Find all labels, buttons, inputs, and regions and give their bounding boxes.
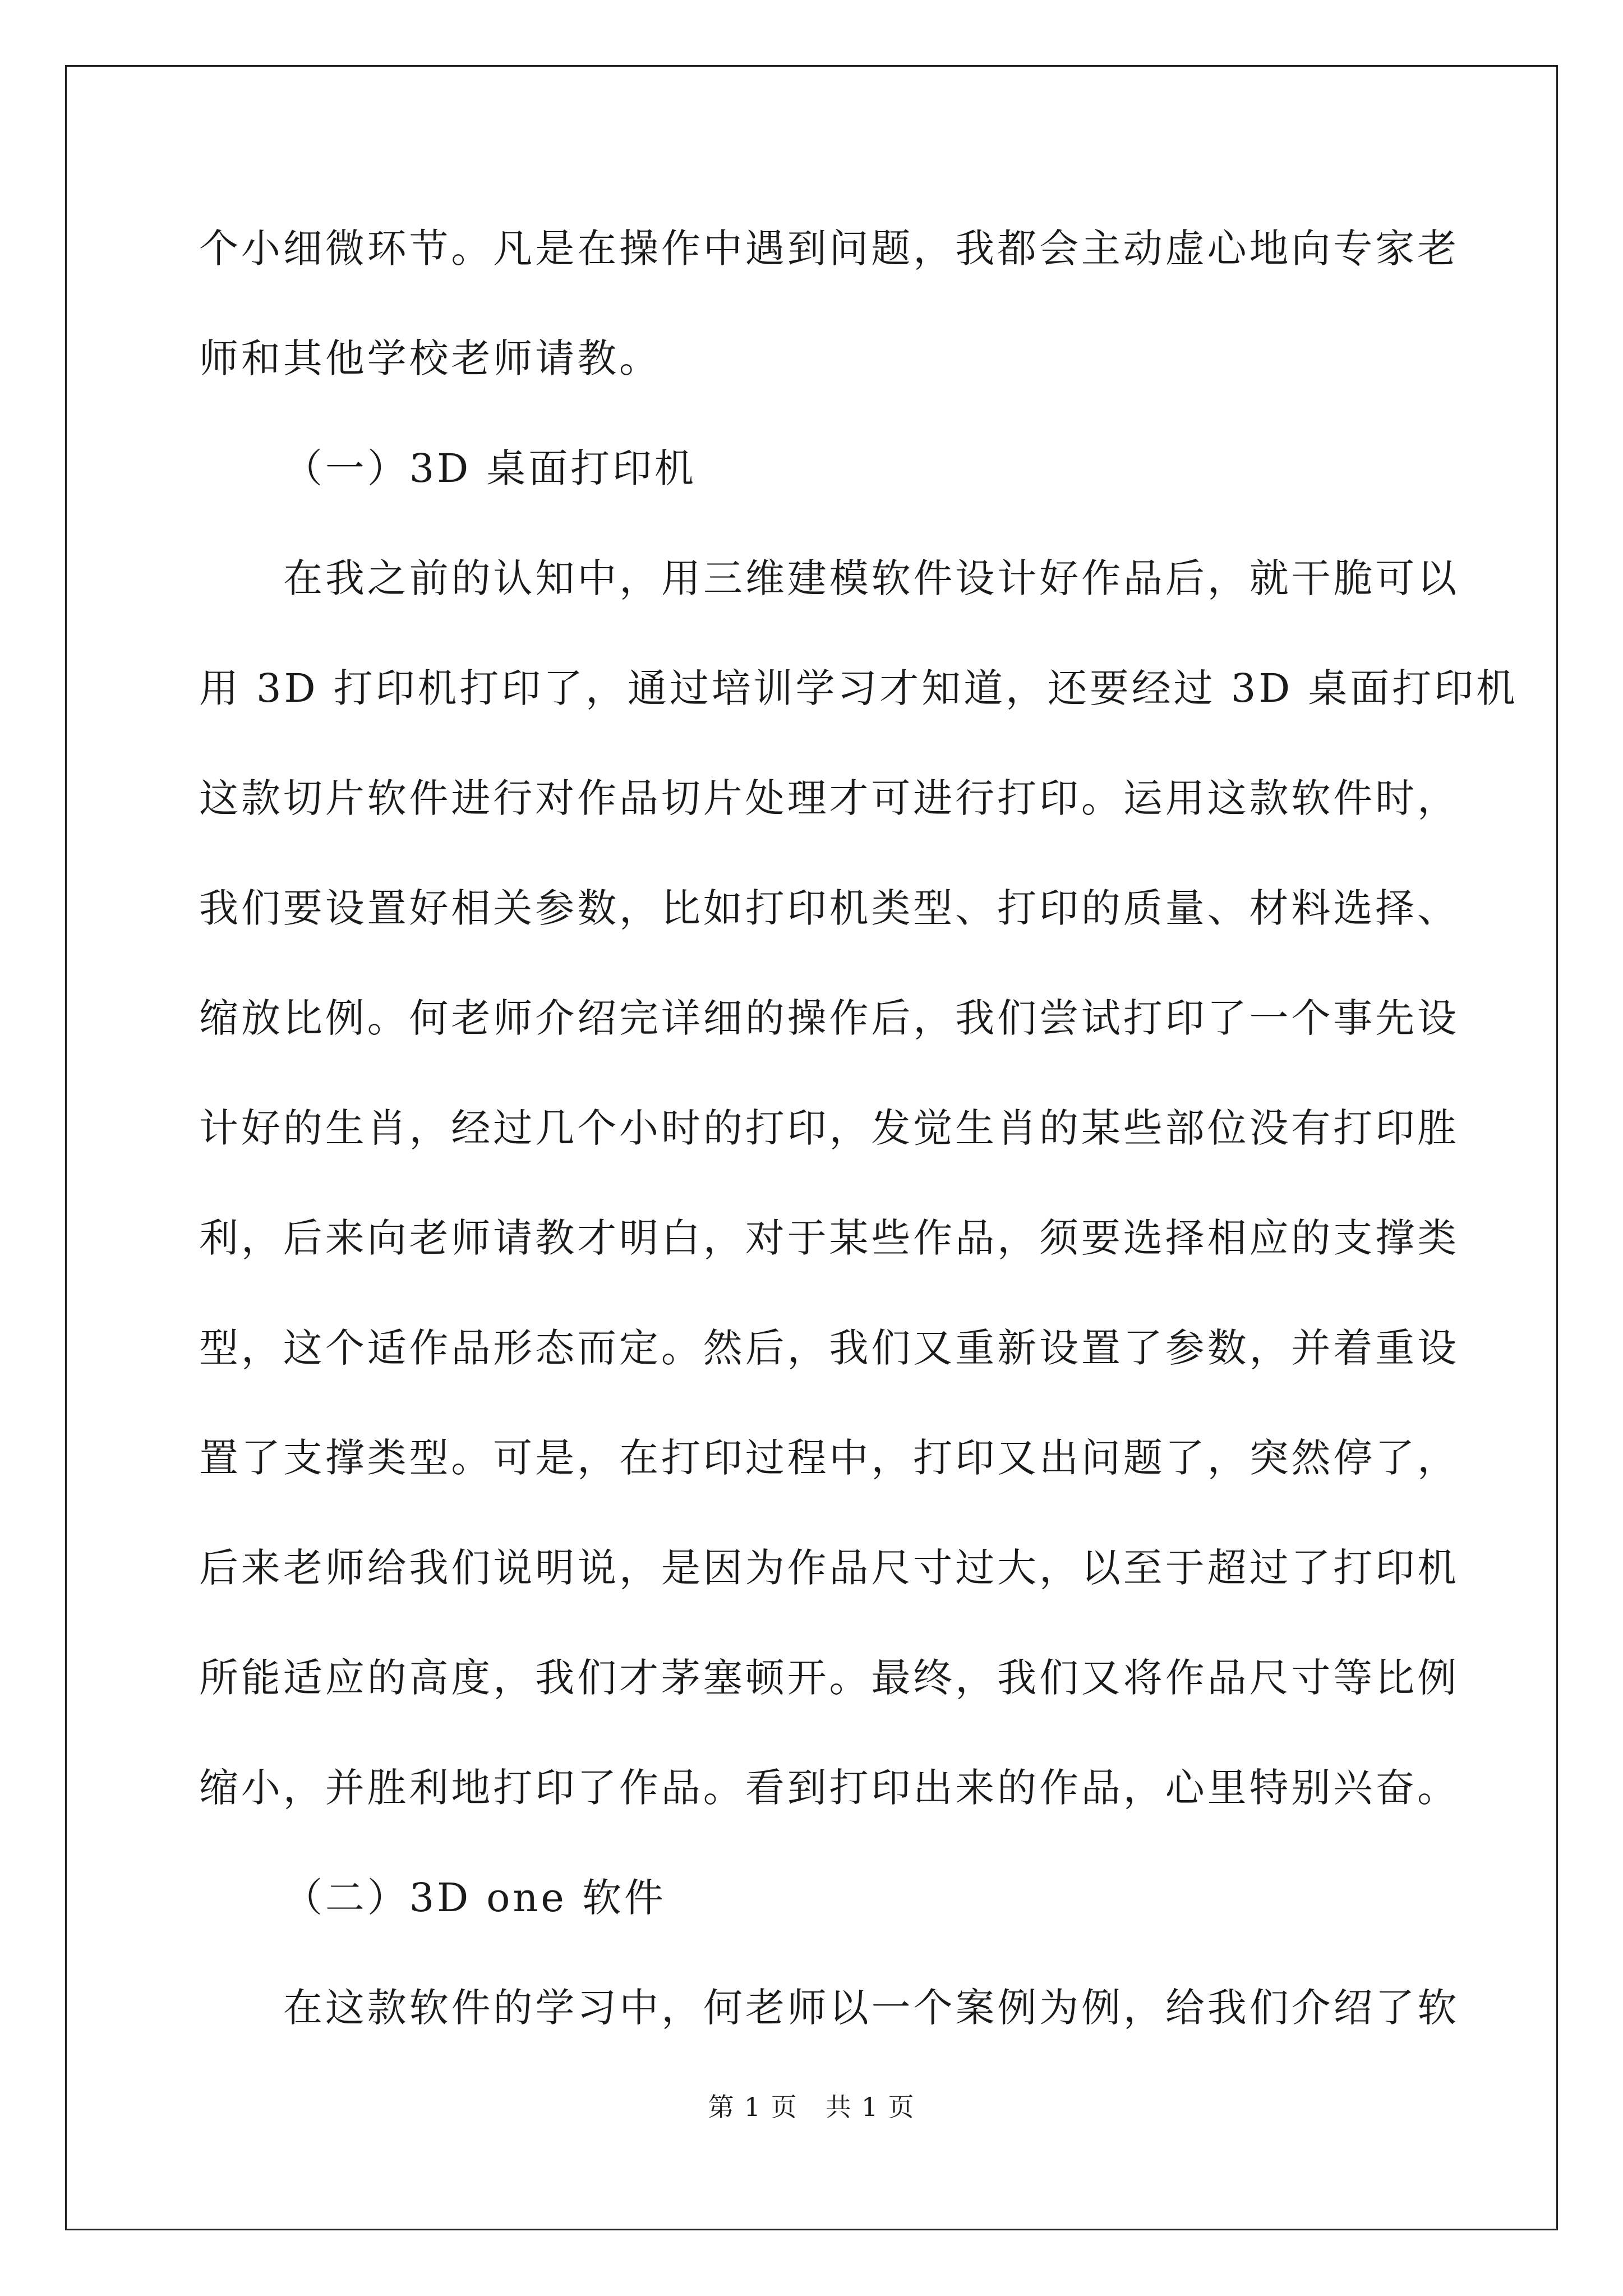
text-line: 所能适应的高度，我们才茅塞顿开。最终，我们又将作品尺寸等比例 xyxy=(199,1655,1459,1701)
text-line: 用 3D 打印机打印了，通过培训学习才知道，还要经过 3D 桌面打印机 xyxy=(199,665,1518,711)
text-line: 计好的生肖，经过几个小时的打印，发觉生肖的某些部位没有打印胜 xyxy=(199,1105,1459,1151)
text-line: 在这款软件的学习中，何老师以一个案例为例，给我们介绍了软 xyxy=(283,1985,1460,2031)
text-line: 这款切片软件进行对作品切片处理才可进行打印。运用这款软件时， xyxy=(199,775,1459,821)
text-line: 个小细微环节。凡是在操作中遇到问题，我都会主动虚心地向专家老 xyxy=(199,226,1459,272)
text-line: 后来老师给我们说明说，是因为作品尺寸过大，以至于超过了打印机 xyxy=(199,1545,1459,1591)
text-line: 师和其他学校老师请教。 xyxy=(199,335,661,381)
text-line: 型，这个适作品形态而定。然后，我们又重新设置了参数，并着重设 xyxy=(199,1325,1459,1371)
text-line: 我们要设置好相关参数，比如打印机类型、打印的质量、材料选择、 xyxy=(199,885,1459,931)
section-heading-3d-printer: （一）3D 桌面打印机 xyxy=(283,445,697,491)
page-number-footer: 第 1 页 共 1 页 xyxy=(708,2092,915,2122)
text-line: 缩小，并胜利地打印了作品。看到打印出来的作品，心里特别兴奋。 xyxy=(199,1765,1459,1811)
document-body xyxy=(199,194,1518,2063)
text-line: 在我之前的认知中，用三维建模软件设计好作品后，就干脆可以 xyxy=(283,555,1460,601)
text-line: 利，后来向老师请教才明白，对于某些作品，须要选择相应的支撑类 xyxy=(199,1215,1459,1261)
text-line: 缩放比例。何老师介绍完详细的操作后，我们尝试打印了一个事先设 xyxy=(199,995,1459,1041)
section-heading-3d-one: （二）3D one 软件 xyxy=(283,1875,666,1921)
text-line: 置了支撑类型。可是，在打印过程中，打印又出问题了，突然停了， xyxy=(199,1435,1459,1481)
